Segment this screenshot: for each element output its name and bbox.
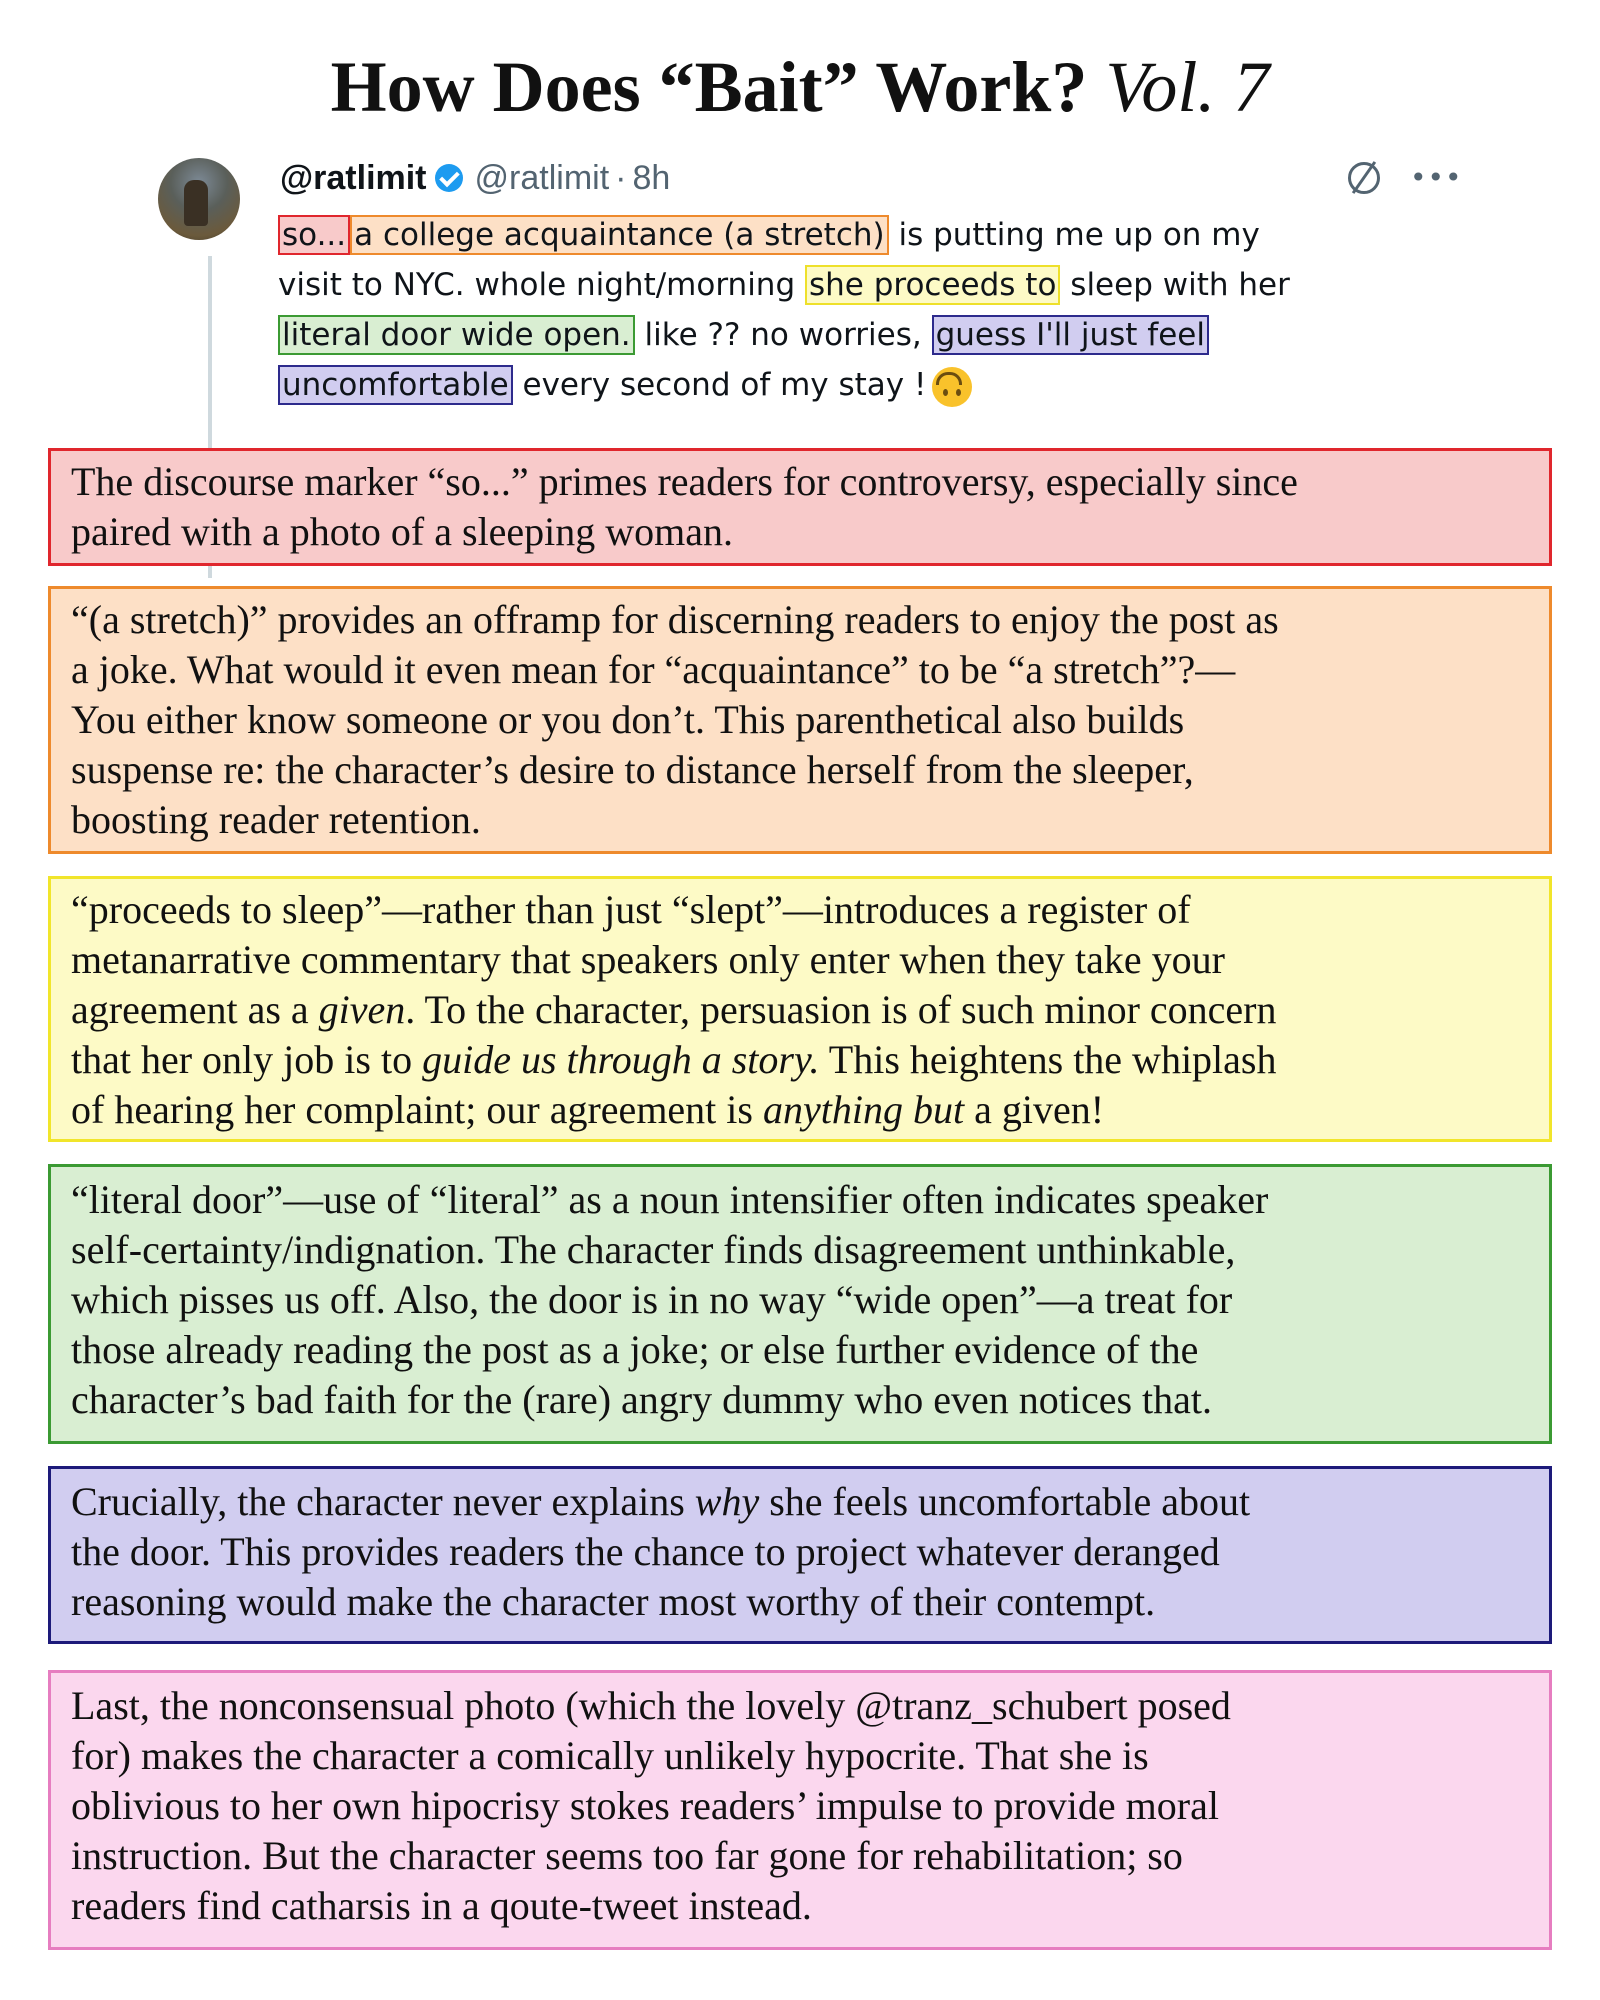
annotation-proceeds (48, 876, 1552, 1142)
note-line: readers find catharsis in a qoute-tweet instead. (71, 1883, 812, 1928)
more-options-icon[interactable]: ••• (1410, 161, 1463, 194)
note-line: oblivious to her own hipocrisy stokes readers’ impulse to provide moral (71, 1783, 1219, 1828)
note-text: Crucially, the character never explains (71, 1479, 695, 1524)
tweet-text-segment: visit to NYC. whole night/morning (278, 267, 805, 303)
note-line: boosting reader retention. (71, 797, 481, 842)
note-line: “proceeds to sleep”—rather than just “slept”—introduces a register of (71, 887, 1191, 932)
note-line: which pisses us off. Also, the door is in no way “wide open”—a treat for (71, 1277, 1233, 1322)
note-text: she feels uncomfortable about (759, 1479, 1251, 1524)
note-emphasis: guide us through a story. (422, 1037, 820, 1082)
verified-badge-icon (435, 164, 463, 192)
note-line: “(a stretch)” provides an offramp for discerning readers to enjoy the post as (71, 597, 1279, 642)
title-volume: Vol. 7 (1105, 47, 1270, 127)
note-line: metanarrative commentary that speakers only enter when they take your (71, 937, 1225, 982)
annotation-so (48, 448, 1552, 566)
note-line: The discourse marker “so...” primes readers for controversy, especially since (71, 459, 1298, 504)
avatar[interactable] (158, 158, 240, 240)
tweet-card (158, 158, 1463, 428)
note-line: You either know someone or you don’t. This parenthetical also builds (71, 697, 1185, 742)
title-main: How Does “Bait” Work? (330, 47, 1088, 127)
note-text: that her only job is to (71, 1037, 423, 1082)
highlight-guess-feel: guess I'll just feel (932, 315, 1209, 355)
tweet-text-segment: like ?? no worries, (634, 317, 932, 353)
highlight-literal-door: literal door wide open. (278, 315, 635, 355)
tweet-separator: · (615, 159, 627, 197)
note-line: a joke. What would it even mean for “acquaintance” to be “a stretch”?— (71, 647, 1236, 692)
note-line: Last, the nonconsensual photo (which the lovely @tranz_schubert posed (71, 1683, 1231, 1728)
note-line (71, 1035, 1549, 1085)
annotation-literal-door (48, 1164, 1552, 1444)
note-line: suspense re: the character’s desire to distance herself from the sleeper, (71, 747, 1194, 792)
note-text: . To the character, persuasion is of such minor concern (405, 987, 1277, 1032)
highlight-proceeds: she proceeds to (805, 265, 1060, 305)
tweet-text (278, 210, 1438, 410)
note-line: self-certainty/indignation. The character finds disagreement unthinkable, (71, 1227, 1236, 1272)
note-line: instruction. But the character seems too far gone for rehabilitation; so (71, 1833, 1183, 1878)
annotation-photo (48, 1670, 1552, 1950)
tweet-display-name[interactable]: @ratlimit (280, 159, 427, 197)
note-text: a given! (964, 1087, 1105, 1132)
note-text: This heightens the whiplash (819, 1037, 1277, 1082)
note-emphasis: given (318, 987, 406, 1032)
note-line: the door. This provides readers the chance to project whatever deranged (71, 1529, 1220, 1574)
annotation-uncomfortable (48, 1466, 1552, 1644)
tweet-text-segment: every second of my stay ! (512, 367, 927, 403)
tweet-header (280, 158, 670, 198)
note-text: of hearing her complaint; our agreement is (71, 1087, 763, 1132)
note-line: for) makes the character a comically unlikely hypocrite. That she is (71, 1733, 1149, 1778)
note-line: paired with a photo of a sleeping woman. (71, 509, 734, 554)
annotation-stretch (48, 586, 1552, 854)
tweet-timestamp[interactable]: 8h (632, 159, 671, 197)
tweet-text-segment: is putting me up on my (888, 217, 1260, 253)
note-line (71, 1477, 1549, 1527)
note-line: “literal door”—use of “literal” as a noun intensifier often indicates speaker (71, 1177, 1269, 1222)
avatar-figure (184, 180, 208, 226)
highlight-acquaintance: a college acquaintance (a stretch) (350, 215, 888, 255)
tweet-handle[interactable]: @ratlimit (474, 159, 610, 197)
note-line: character’s bad faith for the (rare) angry dummy who even notices that. (71, 1377, 1213, 1422)
upside-down-face-emoji-icon (932, 367, 972, 407)
tweet-text-segment: sleep with her (1060, 267, 1290, 303)
note-line: reasoning would make the character most worthy of their contempt. (71, 1579, 1156, 1624)
highlight-so: so... (278, 215, 350, 255)
note-emphasis: anything but (762, 1087, 965, 1132)
note-line (71, 985, 1549, 1035)
note-line: those already reading the post as a joke; or else further evidence of the (71, 1327, 1199, 1372)
page-title (0, 42, 1600, 132)
note-line (71, 1085, 1549, 1135)
highlight-uncomfortable: uncomfortable (278, 365, 513, 405)
grok-icon[interactable] (1348, 162, 1380, 194)
note-text: agreement as a (71, 987, 319, 1032)
note-emphasis: why (694, 1479, 760, 1524)
